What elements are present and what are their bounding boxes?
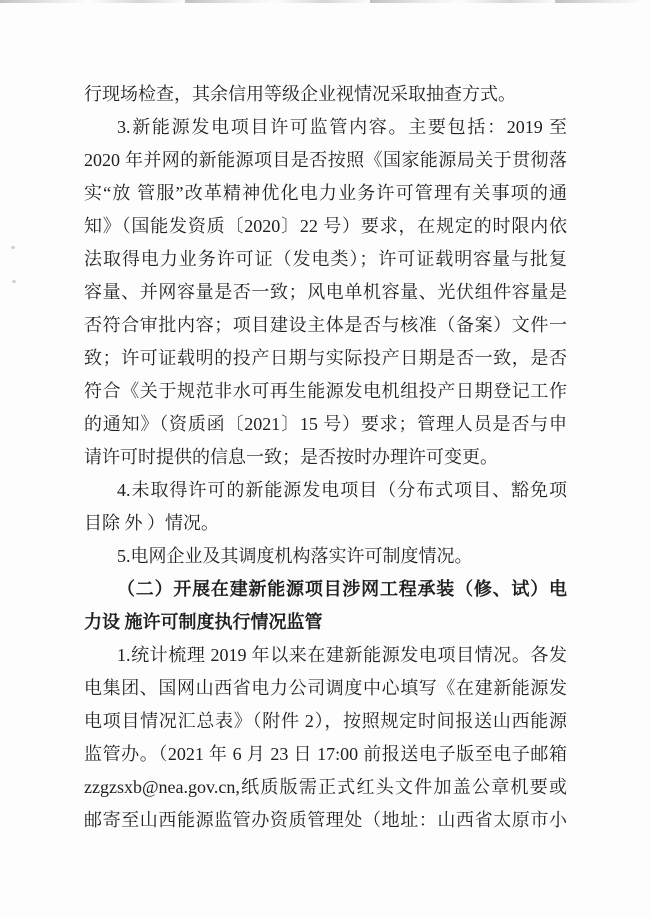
text-line: 电项目情况汇总表》（附件 2），按照规定时间报送山西能源: [84, 711, 567, 731]
text-line: 2020 年并网的新能源项目是否按照《国家能源局关于贯彻落: [84, 150, 567, 170]
paragraph: [84, 111, 567, 474]
text-line: 容量、并网容量是否一致；风电单机容量、光伏组件容量是: [84, 282, 567, 302]
text-line: 监管办。（2021 年 6 月 23 日 17:00 前报送电子版至电子邮箱: [84, 744, 567, 764]
text-line: 致；许可证载明的投产日期与实际投产日期是否一致，是否: [84, 348, 567, 368]
document-text-block: [84, 78, 567, 837]
text-line: 1.统计梳理 2019 年以来在建新能源发电项目情况。各发: [117, 645, 567, 665]
text-line: 电集团、国网山西省电力公司调度中心填写《在建新能源发: [84, 678, 567, 698]
text-line: 3.新能源发电项目许可监管内容。主要包括：2019 至: [117, 117, 567, 137]
text-line: 行现场检查，其余信用等级企业视情况采取抽查方式。: [84, 84, 516, 104]
text-line: 知》（国能发资质〔2020〕22 号）要求，在规定的时限内依: [84, 216, 567, 236]
heading-line: （二）开展在建新能源项目涉网工程承装（修、试）电: [117, 579, 567, 599]
paragraph: [84, 639, 567, 837]
scan-speck-artifact: [11, 246, 15, 249]
paragraph: [84, 540, 567, 573]
paragraph: [84, 474, 567, 540]
section-heading: [84, 573, 567, 639]
text-line: 否符合审批内容；项目建设主体是否与核准（备案）文件一: [84, 315, 567, 335]
text-line: 法取得电力业务许可证（发电类）；许可证载明容量与批复: [84, 249, 567, 269]
text-line: zzgzsxb@nea.gov.cn,纸质版需正式红头文件加盖公章机要或: [84, 777, 567, 797]
text-line: 邮寄至山西能源监管办资质管理处（地址：山西省太原市小: [84, 810, 567, 830]
text-line: 实“放 管服”改革精神优化电力业务许可管理有关事项的通: [84, 183, 567, 203]
paragraph: [84, 78, 567, 111]
scan-speck-artifact: [12, 280, 16, 283]
text-line: 请许可时提供的信息一致；是否按时办理许可变更。: [84, 447, 498, 467]
text-line: 目除 外 ）情况。: [84, 513, 219, 533]
text-line: 4.未取得许可的新能源发电项目（分布式项目、豁免项: [117, 480, 567, 500]
scan-top-edge-artifact: [0, 0, 650, 3]
text-line: 5.电网企业及其调度机构落实许可制度情况。: [117, 546, 473, 566]
text-line: 的通知》（资质函〔2021〕15 号）要求；管理人员是否与申: [84, 414, 567, 434]
text-line: 符合《关于规范非水可再生能源发电机组投产日期登记工作: [84, 381, 567, 401]
heading-line: 力设 施许可制度执行情况监管: [84, 612, 323, 632]
